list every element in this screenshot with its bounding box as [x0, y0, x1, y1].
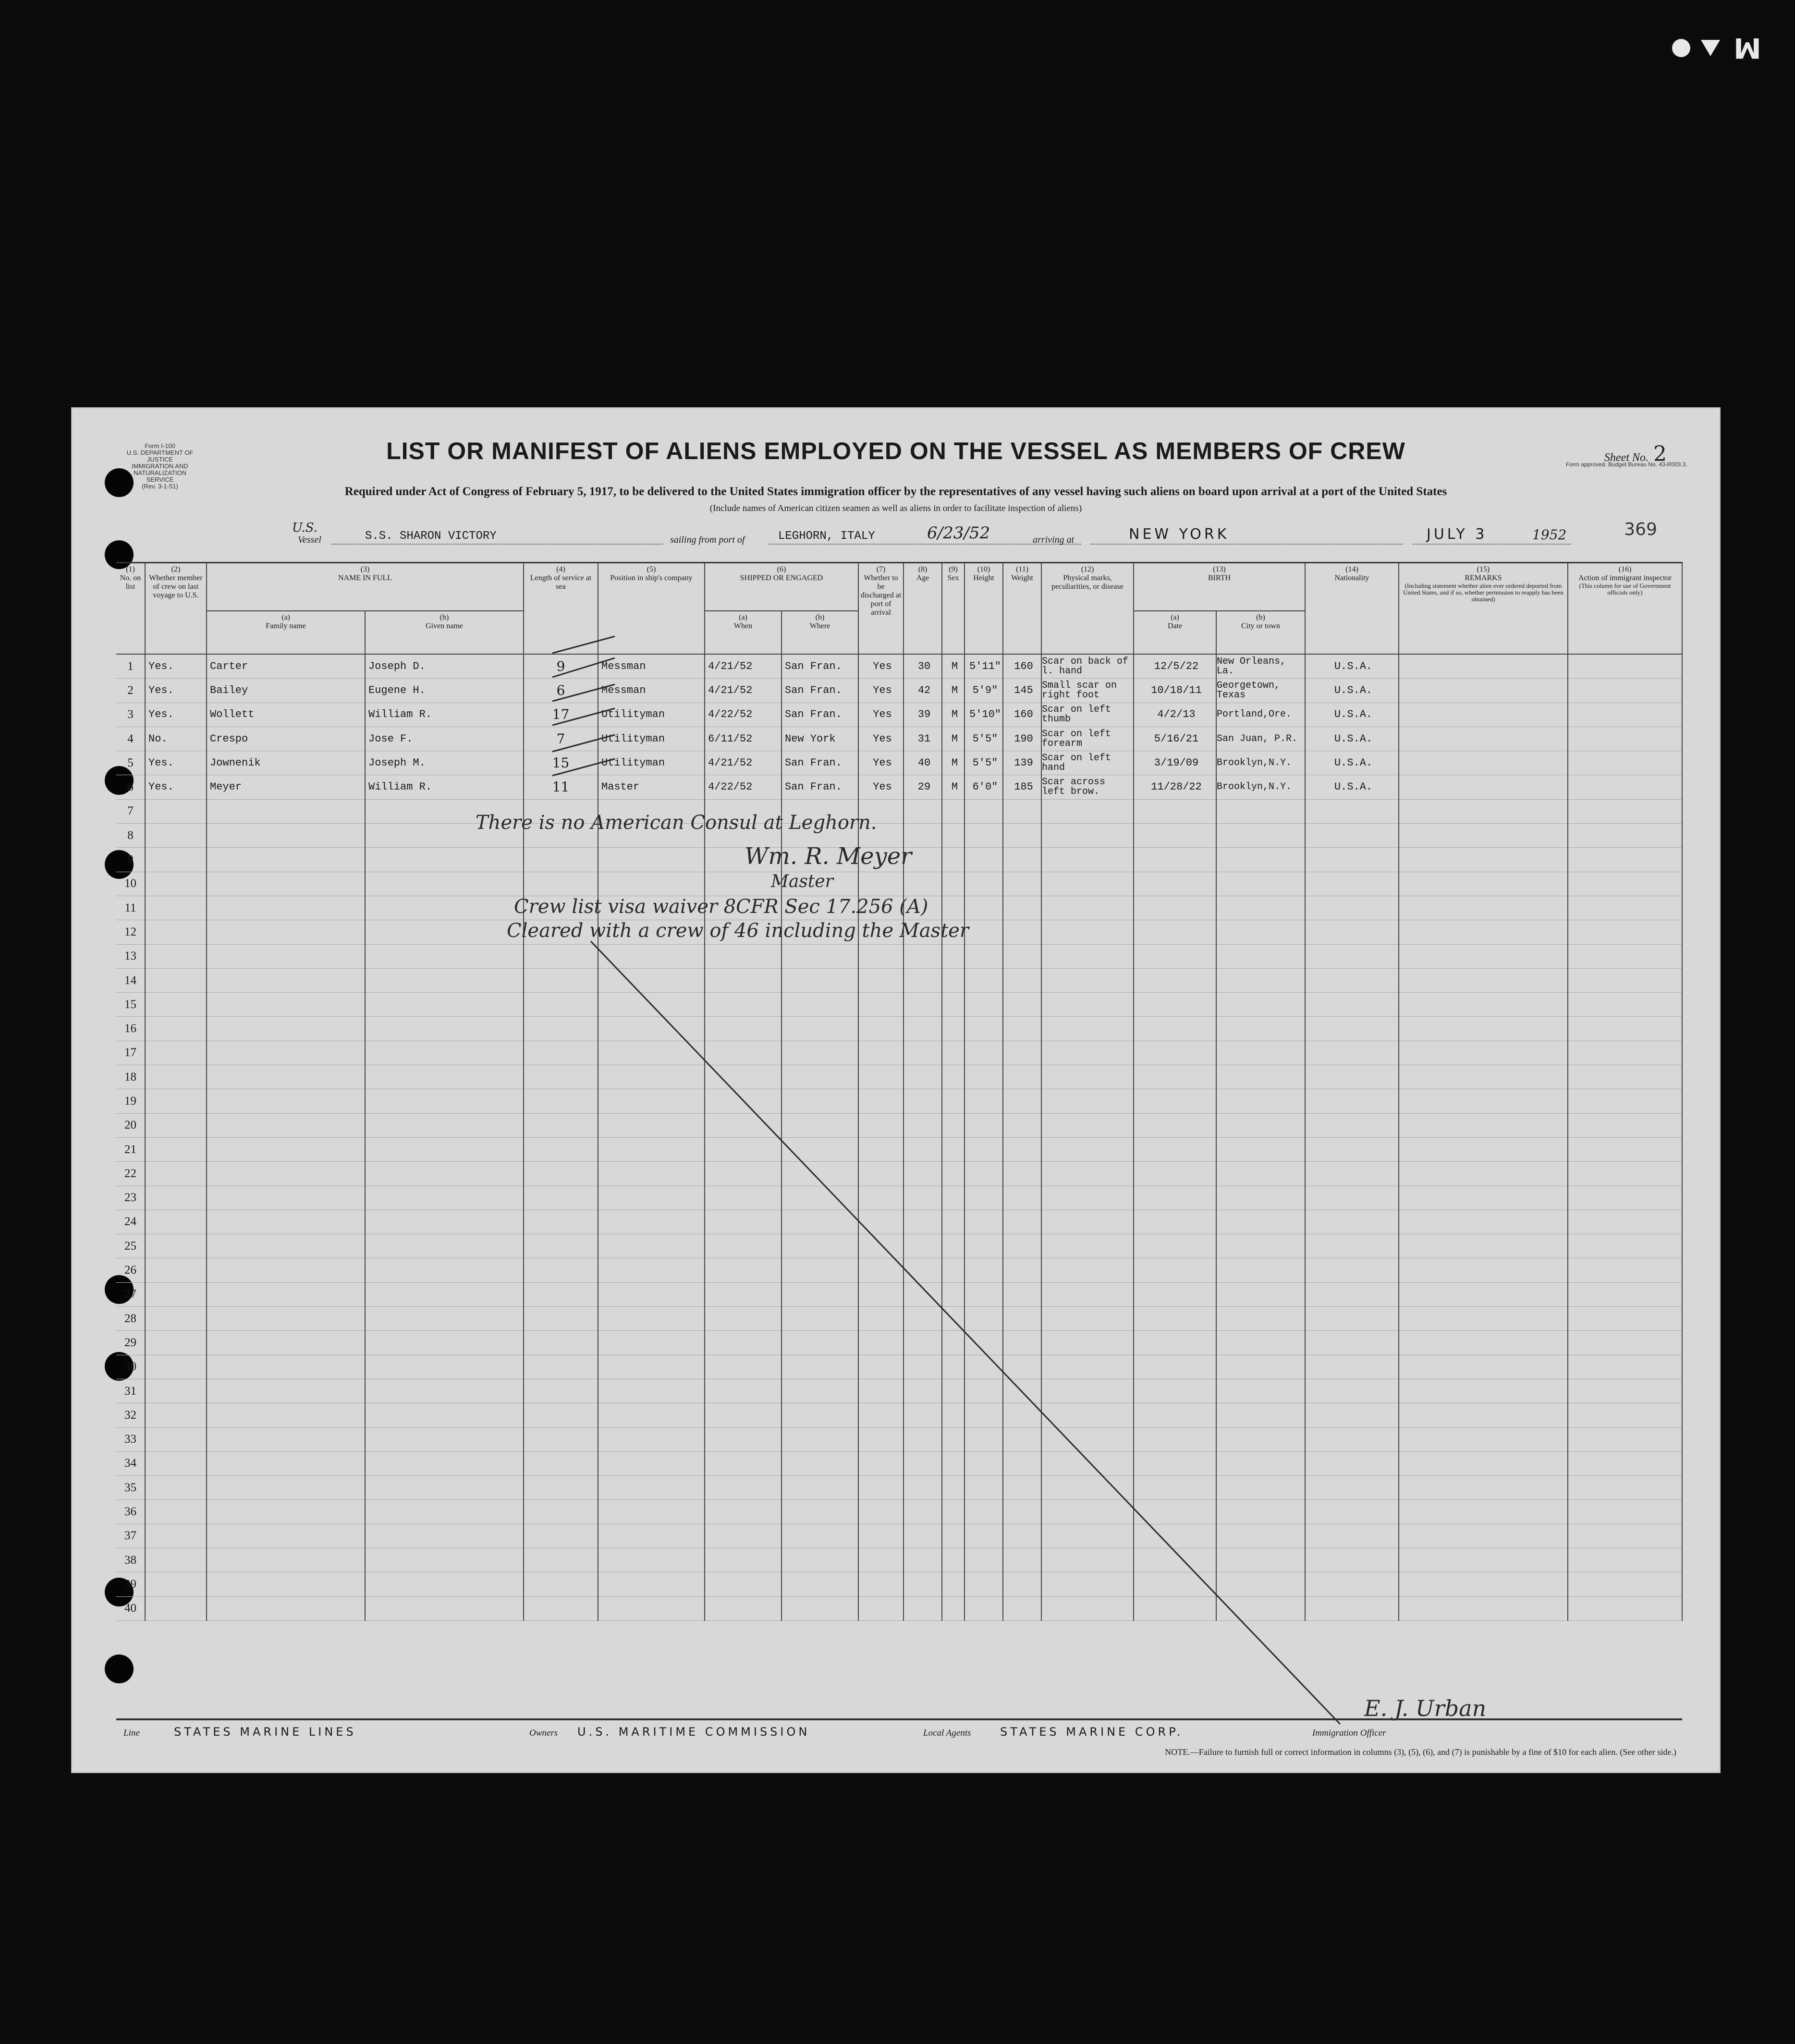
- triangle-down-icon: [1701, 40, 1720, 56]
- cell-last-voyage: No.: [145, 727, 207, 751]
- service: IMMIGRATION AND NATURALIZATION SERVICE: [132, 462, 188, 483]
- cell-family-name: Carter: [207, 654, 365, 679]
- cell-last-voyage: Yes.: [145, 703, 207, 727]
- col-age: (8) Age: [904, 563, 942, 655]
- agents-value: STATES MARINE CORP.: [1000, 1725, 1184, 1739]
- cell-service: 11: [524, 775, 598, 799]
- cleared-note: Cleared with a crew of 46 including the Master: [507, 920, 969, 942]
- col-marks: (12) Physical marks, peculiarities, or disease: [1041, 563, 1134, 655]
- cell-age: 29: [904, 775, 942, 799]
- cell-marks: Scar across left brow.: [1041, 775, 1134, 799]
- line-value: STATES MARINE LINES: [174, 1725, 356, 1739]
- waiver-note: Crew list visa waiver 8CFR Sec 17.256 (A): [514, 896, 928, 918]
- agents-label: Local Agents: [923, 1728, 971, 1738]
- cell-weight: 145: [1003, 679, 1041, 703]
- cell-marks: Small scar on right foot: [1041, 679, 1134, 703]
- cell-nationality: U.S.A.: [1305, 654, 1399, 679]
- cell-position: Utilityman: [598, 727, 705, 751]
- consul-note: There is no American Consul at Leghorn.: [476, 812, 877, 834]
- row-number: 12: [116, 920, 145, 944]
- cell-marks: Scar on left forearm: [1041, 727, 1134, 751]
- cell-given-name: Eugene H.: [365, 679, 524, 703]
- cell-age: 40: [904, 751, 942, 775]
- cell-birth-date: 5/16/21: [1134, 727, 1216, 751]
- row-number: 4: [116, 727, 145, 751]
- row-number: 18: [116, 1065, 145, 1089]
- cell-discharge: Yes: [858, 775, 904, 799]
- service-tick: [552, 684, 615, 701]
- approval-note: Form approved. Budget Bureau No. 43-R003.3.: [1566, 461, 1687, 468]
- col-no: (1) No. on list: [116, 563, 145, 655]
- penalty-note: NOTE.—Failure to furnish full or correct information in columns (3), (5), (6), and (7) is punishable by a fine of $10 for each alien. (See other side.): [1165, 1747, 1676, 1757]
- cell-birth-city: San Juan, P.R.: [1216, 727, 1305, 751]
- cell-age: 30: [904, 654, 942, 679]
- cell-sex: M: [942, 727, 965, 751]
- row-number: 31: [116, 1379, 145, 1403]
- col-nationality: (14) Nationality: [1305, 563, 1399, 655]
- row-number: 13: [116, 944, 145, 968]
- master-signature: Wm. R. Meyer: [745, 843, 912, 870]
- row-number: 32: [116, 1403, 145, 1427]
- cell-height: 5'11": [965, 654, 1003, 679]
- cell-last-voyage: Yes.: [145, 751, 207, 775]
- line-label: Line: [123, 1728, 140, 1738]
- legal-requirement: Required under Act of Congress of February 5, 1917, to be delivered to the United States immigration officer by the representatives of any vessel having such aliens on board upon arrival at a port of the United States: [344, 485, 1447, 498]
- cell-discharge: Yes: [858, 679, 904, 703]
- row-number: 28: [116, 1307, 145, 1331]
- row-number: 10: [116, 872, 145, 896]
- cell-last-voyage: Yes.: [145, 775, 207, 799]
- cell-birth-date: 10/18/11: [1134, 679, 1216, 703]
- cell-discharge: Yes: [858, 654, 904, 679]
- cell-sex: M: [942, 679, 965, 703]
- cell-height: 6'0": [965, 775, 1003, 799]
- cell-sex: M: [942, 703, 965, 727]
- col-discharge: (7) Whether to be discharged at port of arrival: [858, 563, 904, 655]
- cell-position: Utilityman: [598, 703, 705, 727]
- cell-birth-city: Portland,Ore.: [1216, 703, 1305, 727]
- cell-nationality: U.S.A.: [1305, 727, 1399, 751]
- col-position: (5) Position in ship's company: [598, 563, 705, 655]
- cell-where: San Fran.: [781, 751, 858, 775]
- cell-marks: Scar on back of l. hand: [1041, 654, 1134, 679]
- cell-position: Master: [598, 775, 705, 799]
- cell-marks: Scar on left thumb: [1041, 703, 1134, 727]
- cell-when: 4/22/52: [705, 703, 781, 727]
- cell-nationality: U.S.A.: [1305, 679, 1399, 703]
- col-weight: (11) Weight: [1003, 563, 1041, 655]
- col-remarks: (15) REMARKS (Including statement whether alien ever ordered deported from United States, and if so, whether permission to reapply has been obtained): [1399, 563, 1568, 655]
- cell-weight: 190: [1003, 727, 1041, 751]
- row-number: 5: [116, 751, 145, 775]
- cell-given-name: Joseph M.: [365, 751, 524, 775]
- cell-service: 6: [524, 679, 598, 703]
- row-number: 3: [116, 703, 145, 727]
- row-number: 16: [116, 1017, 145, 1041]
- cell-discharge: Yes: [858, 703, 904, 727]
- row-number: 20: [116, 1113, 145, 1137]
- sail-date: 6/23/52: [927, 523, 990, 543]
- cell-height: 5'9": [965, 679, 1003, 703]
- row-number: 9: [116, 848, 145, 872]
- row-number: 34: [116, 1451, 145, 1475]
- col-birth: (13) BIRTH: [1134, 563, 1305, 611]
- col-sex: (9) Sex: [942, 563, 965, 655]
- cell-weight: 139: [1003, 751, 1041, 775]
- col-action: (16) Action of immigrant inspector (This column for use of Government officials only): [1568, 563, 1682, 655]
- cell-service: 17: [524, 703, 598, 727]
- cell-sex: M: [942, 775, 965, 799]
- cell-birth-city: Brooklyn,N.Y.: [1216, 775, 1305, 799]
- port-to: NEW YORK: [1129, 526, 1230, 543]
- cell-nationality: U.S.A.: [1305, 751, 1399, 775]
- cell-birth-date: 11/28/22: [1134, 775, 1216, 799]
- row-number: 21: [116, 1137, 145, 1161]
- cell-given-name: William R.: [365, 775, 524, 799]
- form-number: Form I-100: [145, 442, 175, 450]
- row-number: 27: [116, 1282, 145, 1306]
- cell-position: Messman: [598, 679, 705, 703]
- cell-nationality: U.S.A.: [1305, 775, 1399, 799]
- row-number: 37: [116, 1524, 145, 1548]
- cell-weight: 185: [1003, 775, 1041, 799]
- row-number: 30: [116, 1355, 145, 1379]
- cell-position: Messman: [598, 654, 705, 679]
- vessel-label: Vessel: [298, 535, 321, 545]
- sailing-label: sailing from port of: [670, 535, 745, 545]
- sheet-value: 2: [1653, 442, 1667, 466]
- cell-where: San Fran.: [781, 703, 858, 727]
- cell-age: 39: [904, 703, 942, 727]
- cell-position: Utilityman: [598, 751, 705, 775]
- cell-birth-city: New Orleans, La.: [1216, 654, 1305, 679]
- cell-where: San Fran.: [781, 775, 858, 799]
- col-when: (a) When: [705, 611, 781, 654]
- cell-discharge: Yes: [858, 751, 904, 775]
- col-name: (3) NAME IN FULL: [207, 563, 524, 611]
- cell-last-voyage: Yes.: [145, 654, 207, 679]
- cell-where: San Fran.: [781, 654, 858, 679]
- vessel-prefix: U.S.: [292, 521, 317, 535]
- owners-value: U.S. MARITIME COMMISSION: [577, 1725, 810, 1739]
- cell-height: 5'5": [965, 751, 1003, 775]
- cell-birth-date: 4/2/13: [1134, 703, 1216, 727]
- col-family-name: (a) Family name: [207, 611, 365, 654]
- col-height: (10) Height: [965, 563, 1003, 655]
- cell-family-name: Wollett: [207, 703, 365, 727]
- service-tick: [552, 658, 615, 677]
- cell-nationality: U.S.A.: [1305, 703, 1399, 727]
- cell-where: San Fran.: [781, 679, 858, 703]
- cell-given-name: Jose F.: [365, 727, 524, 751]
- row-number: 15: [116, 993, 145, 1017]
- row-number: 24: [116, 1210, 145, 1234]
- cell-birth-date: 3/19/09: [1134, 751, 1216, 775]
- row-number: 35: [116, 1476, 145, 1500]
- col-where: (b) Where: [781, 611, 858, 654]
- cell-service: 15: [524, 751, 598, 775]
- cell-age: 31: [904, 727, 942, 751]
- row-number: 19: [116, 1089, 145, 1113]
- vessel-name: S.S. SHARON VICTORY: [365, 530, 497, 543]
- row-number: 26: [116, 1258, 145, 1282]
- row-number: 17: [116, 1041, 145, 1065]
- cell-birth-city: Georgetown, Texas: [1216, 679, 1305, 703]
- cell-when: 4/21/52: [705, 654, 781, 679]
- port-from: LEGHORN, ITALY: [778, 530, 875, 543]
- row-number: 40: [116, 1596, 145, 1620]
- include-note: (Include names of American citizen seamen as well as aliens in order to facilitate inspection of aliens): [709, 503, 1082, 513]
- arrival-date: JULY 3: [1427, 526, 1488, 543]
- row-number: 25: [116, 1234, 145, 1258]
- circle-icon: [1672, 39, 1690, 57]
- master-title: Master: [771, 872, 833, 891]
- row-number: 7: [116, 799, 145, 823]
- service-tick: [552, 735, 615, 752]
- cell-given-name: Joseph D.: [365, 654, 524, 679]
- cancel-strokes: [72, 408, 1720, 1772]
- cell-service: 7: [524, 727, 598, 751]
- cell-family-name: Meyer: [207, 775, 365, 799]
- row-number: 2: [116, 679, 145, 703]
- cell-weight: 160: [1003, 703, 1041, 727]
- cell-family-name: Crespo: [207, 727, 365, 751]
- col-service: (4) Length of service at sea: [524, 563, 598, 655]
- col-birth-date: (a) Date: [1134, 611, 1216, 654]
- diagonal-cancel-line: [591, 941, 1340, 1724]
- department: U.S. DEPARTMENT OF JUSTICE: [126, 449, 194, 463]
- cell-service: 9: [524, 654, 598, 679]
- col-birth-city: (b) City or town: [1216, 611, 1305, 654]
- cell-birth-date: 12/5/22: [1134, 654, 1216, 679]
- cell-when: 4/21/52: [705, 751, 781, 775]
- col-last-voyage: (2) Whether member of crew on last voyage to U.S.: [145, 563, 207, 655]
- col-given-name: (b) Given name: [365, 611, 524, 654]
- row-number: 39: [116, 1572, 145, 1596]
- film-letter: M: [1731, 31, 1761, 64]
- row-number: 8: [116, 824, 145, 848]
- cell-sex: M: [942, 751, 965, 775]
- row-number: 23: [116, 1186, 145, 1210]
- row-number: 33: [116, 1427, 145, 1451]
- row-number: 11: [116, 896, 145, 920]
- cell-given-name: William R.: [365, 703, 524, 727]
- film-frame-marks: [1672, 30, 1761, 64]
- cell-sex: M: [942, 654, 965, 679]
- row-number: 14: [116, 968, 145, 992]
- cell-height: 5'10": [965, 703, 1003, 727]
- service-tick: [552, 708, 615, 725]
- row-number: 1: [116, 654, 145, 679]
- col-shipped: (6) SHIPPED OR ENGAGED: [705, 563, 858, 611]
- arrival-year: 1952: [1532, 527, 1567, 543]
- page-title: LIST OR MANIFEST OF ALIENS EMPLOYED ON THE VESSEL AS MEMBERS OF CREW: [386, 438, 1405, 464]
- cell-birth-city: Brooklyn,N.Y.: [1216, 751, 1305, 775]
- sheet-label: Sheet No.: [1604, 451, 1648, 464]
- arriving-label: arriving at: [1033, 535, 1075, 545]
- stamp-number: 369: [1624, 520, 1657, 539]
- row-number: 6: [116, 775, 145, 799]
- cell-family-name: Jownenik: [207, 751, 365, 775]
- cell-height: 5'5": [965, 727, 1003, 751]
- cell-last-voyage: Yes.: [145, 679, 207, 703]
- row-number: 29: [116, 1331, 145, 1355]
- manifest-sheet: [72, 408, 1720, 1772]
- cell-family-name: Bailey: [207, 679, 365, 703]
- cell-when: 4/22/52: [705, 775, 781, 799]
- row-number: 36: [116, 1500, 145, 1524]
- cell-discharge: Yes: [858, 727, 904, 751]
- footer-line: [116, 1718, 1682, 1749]
- cell-where: New York: [781, 727, 858, 751]
- cell-age: 42: [904, 679, 942, 703]
- service-tick: [552, 759, 615, 776]
- cell-when: 6/11/52: [705, 727, 781, 751]
- officer-label: Immigration Officer: [1312, 1728, 1386, 1738]
- cell-marks: Scar on left hand: [1041, 751, 1134, 775]
- row-number: 38: [116, 1548, 145, 1572]
- owners-label: Owners: [529, 1728, 558, 1738]
- service-tick: [552, 636, 615, 653]
- cell-weight: 160: [1003, 654, 1041, 679]
- cell-when: 4/21/52: [705, 679, 781, 703]
- officer-signature: E. J. Urban: [1364, 1695, 1487, 1721]
- row-number: 22: [116, 1162, 145, 1186]
- revision: (Rev. 3-1-51): [142, 483, 178, 490]
